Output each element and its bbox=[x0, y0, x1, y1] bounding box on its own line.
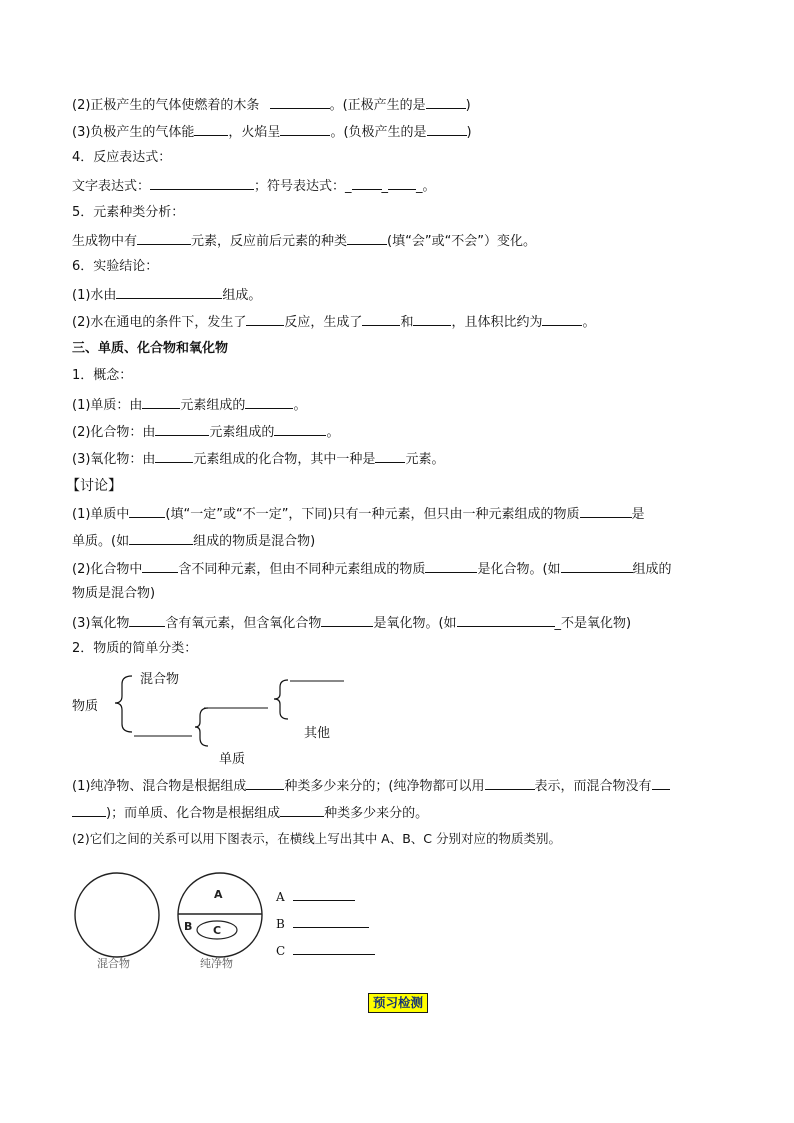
discussion-1-line-1: (1)单质中 (填“一定”或“不一定”，下同)只有一种元素，但只由一种元素组成的物质 是 bbox=[72, 507, 645, 522]
element-analysis-heading: 5．元素种类分析： bbox=[72, 205, 185, 220]
t3-blank-2[interactable] bbox=[321, 614, 373, 627]
product-2-blank[interactable] bbox=[413, 313, 451, 326]
note-1-line-2: )；而单质、化合物是根据组成 种类多少来分的。 bbox=[72, 804, 428, 822]
anode-gas-question: (2)正极产生的气体使燃着的木条 。(正极产生的是 ) bbox=[72, 98, 471, 113]
compound-substance-blank[interactable] bbox=[274, 423, 326, 436]
product-1-blank[interactable] bbox=[362, 313, 400, 326]
t2-example-blank[interactable] bbox=[561, 560, 633, 573]
discussion-2-line-1: (2)化合物中 含不同种元素，但由不同种元素组成的物质 是化合物。(如 组成的 bbox=[72, 562, 672, 577]
venn-a-label: A bbox=[214, 888, 223, 901]
answer-c: C bbox=[276, 942, 375, 958]
def-compound: (2)化合物：由 元素组成的 。 bbox=[72, 425, 340, 440]
t2-blank-1[interactable] bbox=[142, 560, 178, 573]
answer-a-blank[interactable] bbox=[293, 888, 355, 901]
preview-check-badge: 预习检测 bbox=[368, 993, 428, 1013]
note-2: (2)它们之间的关系可以用下图表示，在横线上写出其中 A、B、C 分别对应的物质类别。 bbox=[72, 831, 562, 846]
venn-pure-label: 纯净物 bbox=[200, 957, 233, 970]
product-elements-blank[interactable] bbox=[137, 232, 191, 245]
t1-blank-1[interactable] bbox=[129, 505, 165, 518]
conclusion-heading: 6．实验结论： bbox=[72, 259, 159, 274]
discussion-3: (3)氧化物 含有氧元素，但含氧化合物 是氧化物。(如 _不是氧化物) bbox=[72, 616, 632, 631]
def-oxide: (3)氧化物：由 元素组成的化合物，其中一种是 元素。 bbox=[72, 452, 445, 467]
oxide-element-blank[interactable] bbox=[375, 450, 405, 463]
classification-heading: 2．物质的简单分类： bbox=[72, 641, 198, 656]
classification-tree bbox=[60, 664, 360, 764]
element-analysis-line: 生成物中有 元素，反应前后元素的种类 (填“会”或“不会”）变化。 bbox=[72, 234, 537, 249]
discussion-2-line-2: 物质是混合物) bbox=[72, 586, 156, 601]
answer-b-blank[interactable] bbox=[293, 915, 369, 928]
n1-blank-3[interactable] bbox=[652, 777, 670, 790]
cathode-gas-question: (3)负极产生的气体能 ，火焰呈 。(负极产生的是 ) bbox=[72, 125, 472, 140]
note-1-line-1: (1)纯净物、混合物是根据组成 种类多少来分的；(纯净物都可以用 表示，而混合物没有 bbox=[72, 777, 670, 795]
t3-blank-1[interactable] bbox=[129, 614, 165, 627]
pure-brace bbox=[195, 708, 208, 746]
n1-blank-2[interactable] bbox=[485, 777, 535, 790]
element-count-blank[interactable] bbox=[142, 396, 180, 409]
expression-line: 文字表达式： ；符号表达式：_ _ _。 bbox=[72, 179, 436, 194]
tree-element-label: 单质 bbox=[219, 752, 246, 767]
n1-blank-1[interactable] bbox=[246, 777, 284, 790]
concept-heading: 1．概念： bbox=[72, 368, 133, 383]
main-brace bbox=[115, 676, 132, 732]
t3-example-blank[interactable] bbox=[457, 614, 555, 627]
cathode-gas-blank[interactable] bbox=[427, 123, 467, 136]
conclusion-1: (1)水由 组成。 bbox=[72, 288, 262, 303]
conclusion-2: (2)水在通电的条件下，发生了 反应，生成了 和 ，且体积比约为 。 bbox=[72, 315, 596, 330]
answer-c-blank[interactable] bbox=[293, 942, 375, 955]
answer-a: A bbox=[276, 888, 355, 904]
t1-example-blank[interactable] bbox=[129, 532, 193, 545]
volume-ratio-blank[interactable] bbox=[542, 313, 582, 326]
answer-b: B bbox=[276, 915, 369, 931]
t2-blank-2[interactable] bbox=[425, 560, 477, 573]
element-change-blank[interactable] bbox=[347, 232, 387, 245]
anode-result-blank[interactable] bbox=[270, 96, 330, 109]
tree-mixture-label: 混合物 bbox=[140, 672, 180, 687]
mixture-circle bbox=[75, 873, 159, 957]
t1-blank-2[interactable] bbox=[580, 505, 632, 518]
element-substance-blank[interactable] bbox=[245, 396, 293, 409]
pure-circle bbox=[178, 873, 262, 957]
flame-color-blank[interactable] bbox=[280, 123, 330, 136]
venn-diagram bbox=[70, 868, 270, 978]
water-composition-blank[interactable] bbox=[116, 286, 222, 299]
oxide-count-blank[interactable] bbox=[155, 450, 193, 463]
tree-root-label: 物质 bbox=[72, 699, 99, 714]
discussion-heading: 【讨论】 bbox=[66, 478, 122, 494]
compound-brace bbox=[274, 680, 288, 719]
symbol-equation-blank-1[interactable] bbox=[352, 177, 382, 190]
compound-count-blank[interactable] bbox=[155, 423, 209, 436]
word-equation-blank[interactable] bbox=[150, 177, 254, 190]
anode-gas-blank[interactable] bbox=[426, 96, 466, 109]
n1-blank-3-cont[interactable] bbox=[72, 804, 106, 817]
reaction-expression-heading: 4．反应表达式： bbox=[72, 150, 172, 165]
n1-blank-4[interactable] bbox=[280, 804, 324, 817]
section-3-title: 三、单质、化合物和氧化物 bbox=[72, 341, 229, 356]
discussion-1-line-2: 单质。(如 组成的物质是混合物) bbox=[72, 534, 316, 549]
def-element: (1)单质：由 元素组成的 。 bbox=[72, 398, 307, 413]
venn-b-label: B bbox=[184, 920, 193, 933]
reaction-type-blank[interactable] bbox=[246, 313, 284, 326]
symbol-equation-blank-2[interactable] bbox=[388, 177, 416, 190]
tree-other-label: 其他 bbox=[304, 726, 331, 741]
cathode-property-blank[interactable] bbox=[194, 123, 228, 136]
venn-mixture-label: 混合物 bbox=[97, 957, 130, 970]
venn-c-label: C bbox=[213, 924, 222, 937]
